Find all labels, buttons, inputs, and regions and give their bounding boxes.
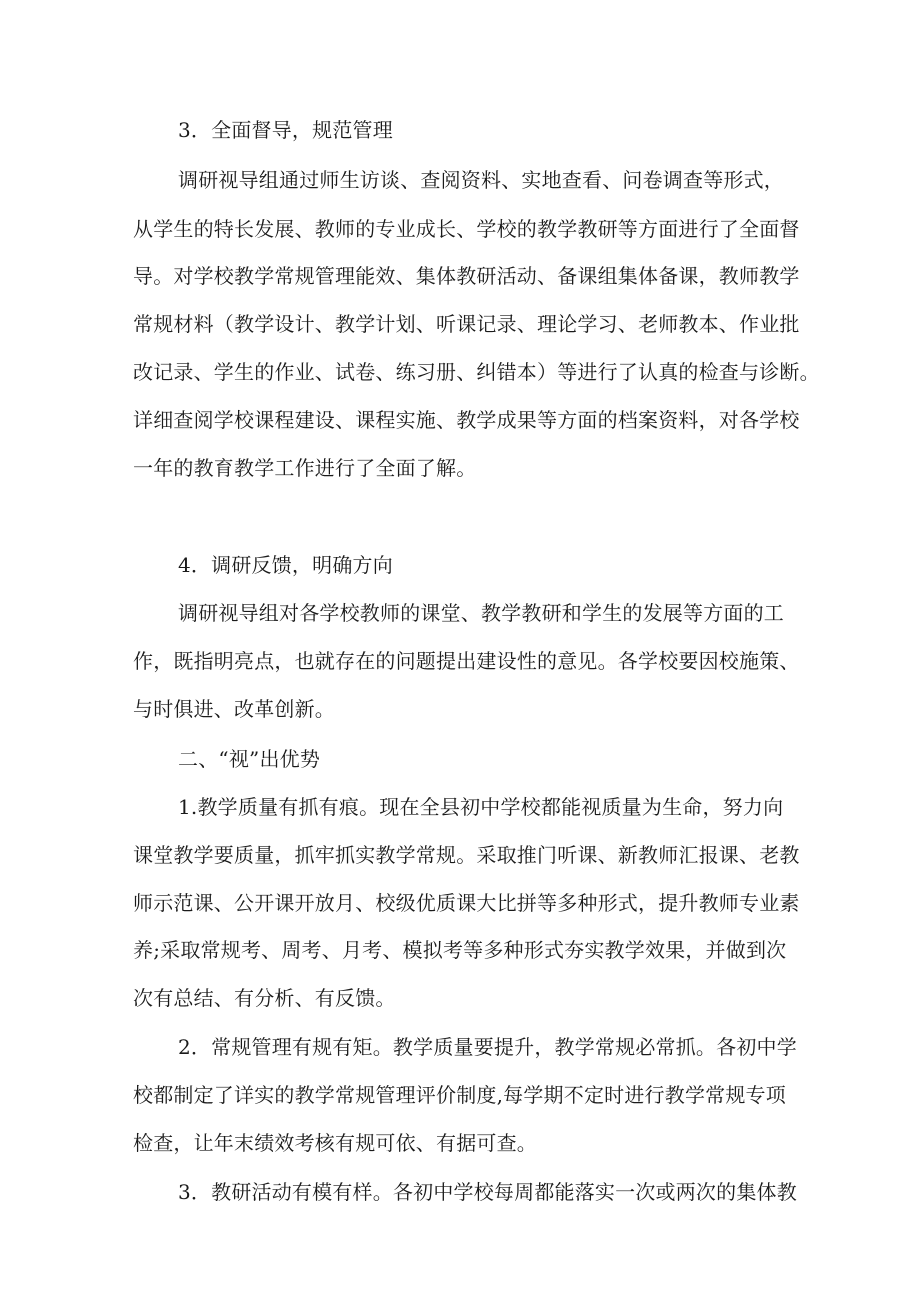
paragraph-line: 详细查阅学校课程建设、课程实施、教学成果等方面的档案资料，对各学校 xyxy=(133,408,800,432)
paragraph-line: 次有总结、有分析、有反馈。 xyxy=(133,986,396,1010)
paragraph-line: 从学生的特长发展、教师的专业成长、学校的教学教研等方面进行了全面督 xyxy=(133,217,800,241)
paragraph-line: 与时俱进、改革创新。 xyxy=(133,697,335,721)
paragraph-line: 调研视导组对各学校教师的课堂、教学教研和学生的发展等方面的工 xyxy=(178,601,784,625)
section-heading-4: 4．调研反馈，明确方向 xyxy=(178,553,393,577)
paragraph-line: 常规材料（教学设计、教学计划、听课记录、理论学习、老师教本、作业批 xyxy=(133,312,800,336)
paragraph-line: 师示范课、公开课开放月、校级优质课大比拼等多种形式，提升教师专业素 xyxy=(133,891,800,915)
paragraph-line: 课堂教学要质量，抓牢抓实教学常规。采取推门听课、新教师汇报课、老教 xyxy=(133,843,800,867)
paragraph-line: 调研视导组通过师生访谈、查阅资料、实地查看、问卷调查等形式， xyxy=(178,168,784,192)
paragraph-line: 作，既指明亮点，也就存在的问题提出建设性的意见。各学校要因校施策、 xyxy=(133,649,800,673)
section-heading-2: 二、“视”出优势 xyxy=(178,747,321,771)
paragraph-line: 养;采取常规考、周考、月考、模拟考等多种形式夯实教学效果，并做到次 xyxy=(133,938,787,962)
section-heading-3: 3．全面督导，规范管理 xyxy=(178,118,393,142)
paragraph-line: 校都制定了详实的教学常规管理评价制度,每学期不定时进行教学常规专项 xyxy=(133,1083,786,1107)
paragraph-line: 导。对学校教学常规管理能效、集体教研活动、备课组集体备课，教师教学 xyxy=(133,264,800,288)
paragraph-line: 3．教研活动有模有样。各初中学校每周都能落实一次或两次的集体教 xyxy=(178,1180,797,1204)
paragraph-line: 检查，让年末绩效考核有规可依、有据可查。 xyxy=(133,1131,537,1155)
paragraph-line: 一年的教育教学工作进行了全面了解。 xyxy=(133,456,477,480)
paragraph-line: 1.教学质量有抓有痕。现在全县初中学校都能视质量为生命，努力向 xyxy=(178,795,784,819)
paragraph-line: 2．常规管理有规有矩。教学质量要提升，教学常规必常抓。各初中学 xyxy=(178,1035,797,1059)
paragraph-line: 改记录、学生的作业、试卷、练习册、纠错本）等进行了认真的检查与诊断。 xyxy=(133,360,820,384)
